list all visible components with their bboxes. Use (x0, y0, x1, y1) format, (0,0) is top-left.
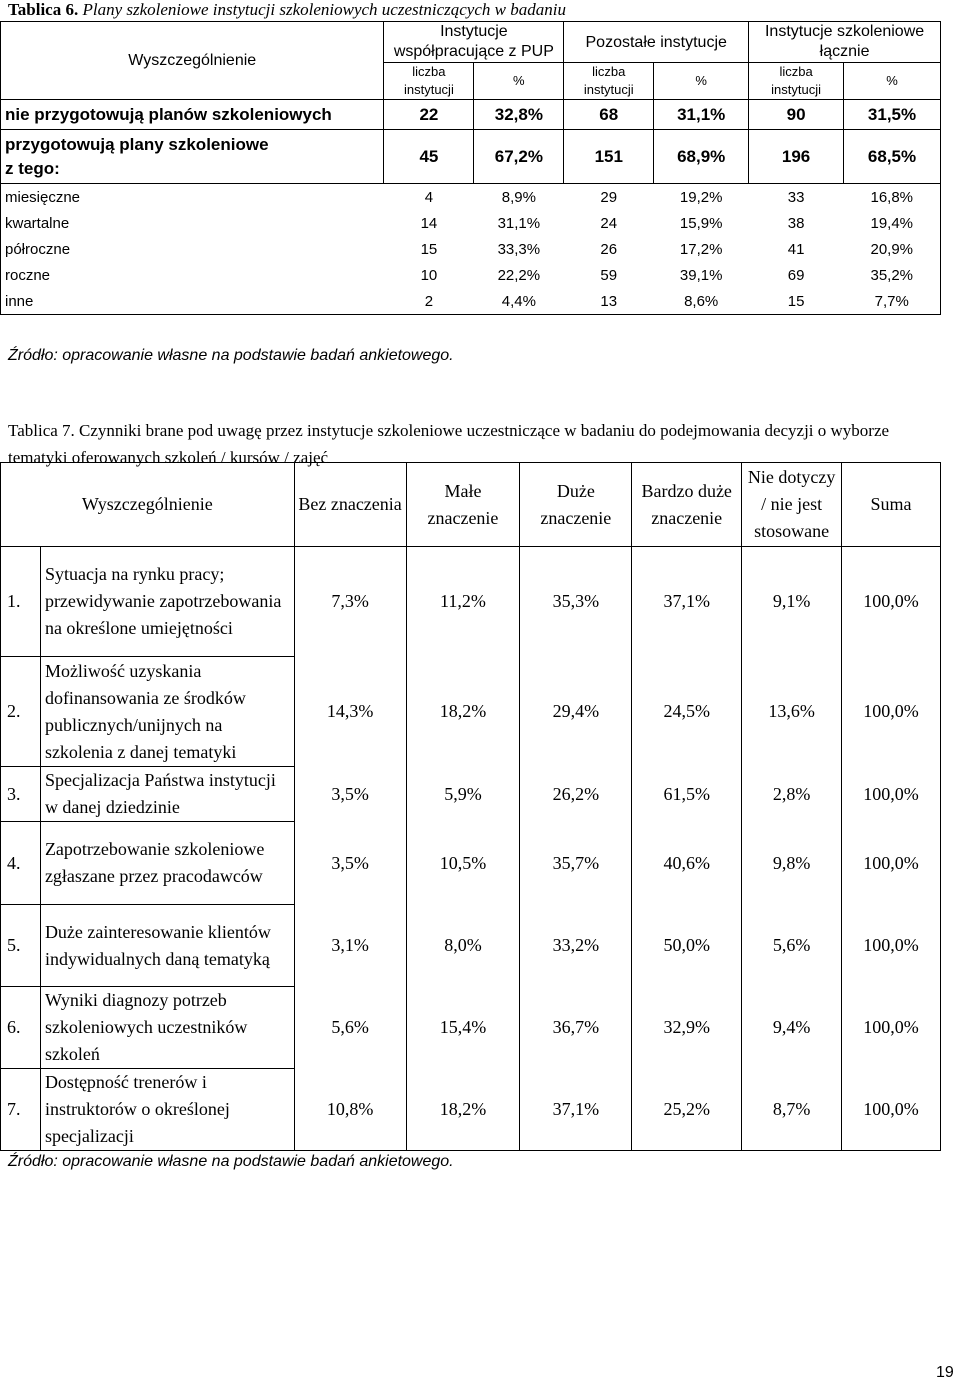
t6-header-percent: % (844, 63, 941, 100)
t6-cell: 45 (384, 130, 474, 184)
t7-cell: 100,0% (842, 767, 941, 822)
t6-row-label-line1: przygotowują plany szkoleniowe (5, 134, 269, 154)
t7-cell: 100,0% (842, 657, 941, 767)
t7-row-label: Specjalizacja Państwa instytucji w danej dziedzinie (40, 767, 294, 822)
t7-cell: 18,2% (406, 657, 520, 767)
t7-row-number: 3. (1, 767, 41, 822)
t6-cell: 19,2% (679, 188, 723, 206)
t7-cell: 37,1% (632, 547, 742, 657)
t7-cell: 2,8% (742, 767, 842, 822)
t7-header-c1: Bez znaczenia (294, 463, 406, 547)
t6-cell: 4 (424, 188, 434, 206)
table-row (1, 288, 941, 315)
t7-cell: 100,0% (842, 905, 941, 987)
t7-cell: 15,4% (406, 987, 520, 1069)
t6-header-count: liczba instytucji (384, 63, 474, 100)
t6-header-count: liczba instytucji (749, 63, 844, 100)
t7-cell: 33,2% (520, 905, 632, 987)
t7-cell: 35,7% (520, 822, 632, 905)
page-number: 19 (936, 1364, 954, 1381)
t7-cell: 25,2% (632, 1069, 742, 1151)
t7-header-c3: Duże znaczenie (520, 463, 632, 547)
t7-cell: 61,5% (632, 767, 742, 822)
t6-cell: 15 (749, 288, 844, 315)
table6 (0, 21, 941, 315)
t7-cell: 3,5% (294, 822, 406, 905)
t7-cell: 5,6% (742, 905, 842, 987)
t7-cell: 10,5% (406, 822, 520, 905)
t6-cell: 15,9% (679, 214, 723, 232)
t6-cell: 35,2% (844, 262, 941, 288)
t6-row-yes (1, 130, 941, 184)
t6-row-label: roczne (1, 262, 384, 288)
t6-row-not (1, 100, 941, 130)
t6-cell: 14 (420, 214, 438, 232)
t6-cell: 68,9% (654, 130, 749, 184)
t7-header-item: Wyszczególnienie (1, 463, 295, 547)
t6-cell: 4,4% (474, 288, 564, 315)
table7 (0, 462, 941, 1151)
t7-cell: 3,5% (294, 767, 406, 822)
t7-row-number: 2. (1, 657, 41, 767)
t6-cell: 151 (564, 130, 654, 184)
table7-caption: Tablica 7. Czynniki brane pod uwagę przez instytucje szkoleniowe uczestniczące w badaniu do podejmowania decyzji o wyborze tematyki oferowanych szkoleń / kursów / zajęć (8, 421, 890, 467)
t7-cell: 8,7% (742, 1069, 842, 1151)
t6-cell: 68,5% (844, 130, 941, 184)
t6-cell: 24 (600, 214, 618, 232)
t7-cell: 10,8% (294, 1069, 406, 1151)
t7-row-label: Wyniki diagnozy potrzeb szkoleniowych uczestników szkoleń (40, 987, 294, 1069)
t6-row-label: inne (1, 288, 384, 315)
table-row (1, 657, 941, 767)
t6-cell: 41 (787, 240, 805, 258)
t6-row-label: półroczne (1, 236, 384, 262)
t7-cell: 26,2% (520, 767, 632, 822)
t7-cell: 14,3% (294, 657, 406, 767)
t6-cell: 8,9% (501, 188, 536, 206)
t7-header-c6: Suma (842, 463, 941, 547)
t7-cell: 100,0% (842, 547, 941, 657)
t7-cell: 100,0% (842, 1069, 941, 1151)
t7-cell: 36,7% (520, 987, 632, 1069)
t7-cell: 29,4% (520, 657, 632, 767)
t7-row-number: 1. (1, 547, 41, 657)
t6-cell: 19,4% (844, 210, 941, 236)
t7-header-c2: Małe znaczenie (406, 463, 520, 547)
table-row (1, 822, 941, 905)
t6-cell: 31,5% (844, 100, 941, 130)
t7-row-label: Zapotrzebowanie szkoleniowe zgłaszane przez pracodawców (40, 822, 294, 905)
t7-cell: 3,1% (294, 905, 406, 987)
t6-cell: 33,3% (497, 240, 541, 258)
t6-cell: 7,7% (844, 288, 941, 315)
t6-cell: 22,2% (497, 266, 541, 284)
t6-cell: 26 (600, 240, 618, 258)
t6-header-group2: Pozostałe instytucje (564, 22, 749, 63)
t6-row-label-line2: z tego: (5, 158, 60, 178)
table6-caption (8, 0, 566, 20)
t7-cell: 11,2% (406, 547, 520, 657)
t6-cell: 33 (787, 188, 805, 206)
table-row (1, 236, 941, 262)
t6-cell: 38 (787, 214, 805, 232)
t7-row-number: 4. (1, 822, 41, 905)
table-row (1, 905, 941, 987)
t7-cell: 18,2% (406, 1069, 520, 1151)
t7-row-number: 6. (1, 987, 41, 1069)
t6-cell: 8,6% (654, 288, 749, 315)
t6-cell: 90 (749, 100, 844, 130)
t6-cell: 67,2% (474, 130, 564, 184)
t7-header-c5: Nie dotyczy / nie jest stosowane (742, 463, 842, 547)
t7-header-c4: Bardzo duże znaczenie (632, 463, 742, 547)
t6-cell: 22 (384, 100, 474, 130)
t6-cell: 39,1% (679, 266, 723, 284)
t7-row-label: Sytuacja na rynku pracy; przewidywanie zapotrzebowania na określone umiejętności (40, 547, 294, 657)
t7-cell: 32,9% (632, 987, 742, 1069)
table-row (1, 184, 941, 211)
t6-cell: 196 (749, 130, 844, 184)
t7-cell: 24,5% (632, 657, 742, 767)
t6-header-group3: Instytucje szkoleniowe łącznie (749, 22, 941, 63)
t7-row-number: 7. (1, 1069, 41, 1151)
t6-row-label: kwartalne (1, 210, 384, 236)
t6-cell: 20,9% (844, 236, 941, 262)
table-row (1, 767, 941, 822)
t7-cell: 50,0% (632, 905, 742, 987)
t6-cell: 68 (564, 100, 654, 130)
t7-cell: 35,3% (520, 547, 632, 657)
t7-cell: 5,6% (294, 987, 406, 1069)
t6-header-percent: % (474, 63, 564, 100)
t6-cell: 31,1% (497, 214, 541, 232)
t7-row-label: Dostępność trenerów i instruktorów o określonej specjalizacji (40, 1069, 294, 1151)
table6-caption-title: Plany szkoleniowe instytucji szkoleniowych uczestniczących w badaniu (82, 0, 566, 19)
t6-cell: 15 (420, 240, 438, 258)
t6-cell: 59 (600, 266, 618, 284)
table-row (1, 262, 941, 288)
t6-cell: 2 (384, 288, 474, 315)
t6-cell: 16,8% (844, 184, 941, 211)
t7-cell: 9,4% (742, 987, 842, 1069)
t7-row-label: Duże zainteresowanie klientów indywidualnych daną tematyką (40, 905, 294, 987)
t6-cell: 32,8% (474, 100, 564, 130)
table6-source: Źródło: opracowanie własne na podstawie badań ankietowego. (8, 347, 454, 364)
t6-cell: 29 (600, 188, 618, 206)
t6-cell: 31,1% (654, 100, 749, 130)
t6-row-label (1, 130, 384, 184)
table-row (1, 547, 941, 657)
t6-header-group1: Instytucje współpracujące z PUP (384, 22, 564, 63)
t7-cell: 5,9% (406, 767, 520, 822)
t6-cell: 69 (787, 266, 805, 284)
t6-cell: 13 (564, 288, 654, 315)
t7-row-label: Możliwość uzyskania dofinansowania ze środków publicznych/unijnych na szkolenia z danej tematyki (40, 657, 294, 767)
t6-row-label: miesięczne (1, 184, 384, 211)
t7-cell: 7,3% (294, 547, 406, 657)
table-row (1, 210, 941, 236)
t6-header-percent: % (654, 63, 749, 100)
t7-cell: 40,6% (632, 822, 742, 905)
table-row (1, 1069, 941, 1151)
t6-cell: 17,2% (679, 240, 723, 258)
t7-cell: 8,0% (406, 905, 520, 987)
t7-cell: 100,0% (842, 822, 941, 905)
t7-cell: 9,8% (742, 822, 842, 905)
t6-header-count: liczba instytucji (564, 63, 654, 100)
t6-row-label: nie przygotowują planów szkoleniowych (1, 100, 384, 130)
table-row (1, 987, 941, 1069)
t6-cell: 10 (420, 266, 438, 284)
table7-source: Źródło: opracowanie własne na podstawie badań ankietowego. (8, 1153, 454, 1170)
t7-cell: 13,6% (742, 657, 842, 767)
t6-header-item: Wyszczególnienie (1, 22, 384, 100)
t7-row-number: 5. (1, 905, 41, 987)
t7-cell: 9,1% (742, 547, 842, 657)
t7-cell: 37,1% (520, 1069, 632, 1151)
table6-caption-label: Tablica 6. (8, 0, 79, 19)
t7-cell: 100,0% (842, 987, 941, 1069)
